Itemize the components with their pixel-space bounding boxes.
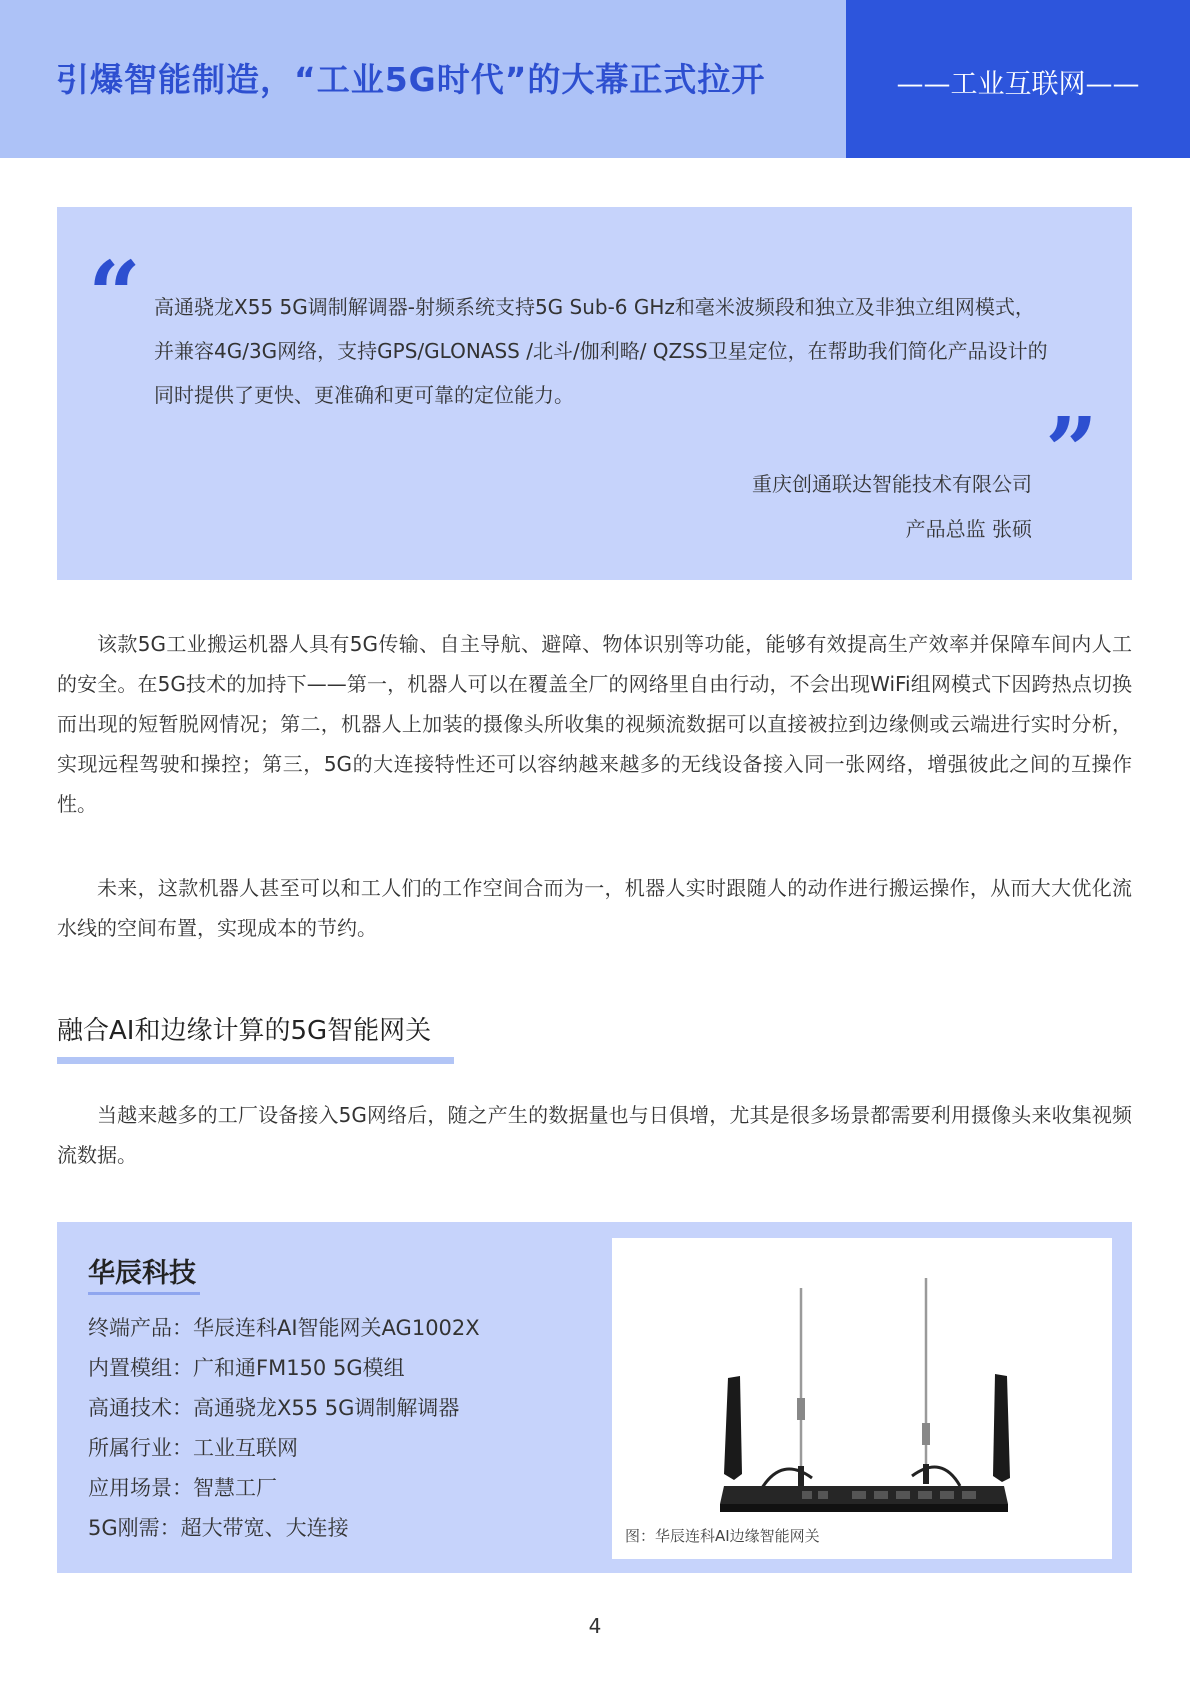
quote-text: 高通骁龙X55 5G调制解调器-射频系统支持5G Sub-6 GHz和毫米波频段和独立及非独立组网模式，并兼容4G/3G网络，支持GPS/GLONASS /北斗/伽利略/ QZSS卫星定位，在帮助我们简化产品设计的同时提供了更快、更准确和更可靠的定位能力。 — [154, 295, 1048, 407]
quote-person: 产品总监 张硕 — [905, 517, 1032, 541]
section-banner — [846, 0, 1190, 158]
info-item: 5G刚需：超大带宽、大连接 — [88, 1516, 349, 1540]
card-title-underline — [88, 1292, 200, 1295]
page-number: 4 — [588, 1614, 602, 1638]
info-item: 终端产品：华辰连科AI智能网关AG1002X — [88, 1316, 480, 1340]
body-paragraph-3: 当越来越多的工厂设备接入5G网络后，随之产生的数据量也与日俱增，尤其是很多场景都需要利用摄像头来收集视频流数据。 — [57, 1103, 1132, 1167]
antenna-left-tall — [797, 1288, 805, 1486]
close-quote-icon: ” — [1045, 397, 1098, 505]
section-subheading: 融合AI和边缘计算的5G智能网关 — [57, 1016, 432, 1046]
antenna-right-tall — [922, 1278, 930, 1484]
product-info-list — [88, 1308, 480, 1548]
page-title: 引爆智能制造，“工业5G时代”的大幕正式拉开 — [56, 60, 766, 99]
card-company: 华辰科技 — [88, 1258, 196, 1289]
product-card — [57, 1222, 1132, 1573]
gateway-photo — [612, 1238, 1112, 1559]
header-banner — [0, 0, 846, 158]
quote-company: 重庆创通联达智能技术有限公司 — [752, 472, 1032, 496]
body-paragraph-1: 该款5G工业搬运机器人具有5G传输、自主导航、避障、物体识别等功能，能够有效提高生产效率并保障车间内人工的安全。在5G技术的加持下——第一，机器人可以在覆盖全厂的网络里自由行动，不会出现WiFi组网模式下因跨热点切换而出现的短暂脱网情况；第二，机器人上加装的摄像头所收集的视频流数据可以直接被拉到边缘侧或云端进行实时分析，实现远程驾驶和操控；第三，5G的大连接特性还可以容纳越来越多的无线设备接入同一张网络，增强彼此之间的互操作性。 — [57, 632, 1132, 816]
info-item: 所属行业：工业互联网 — [88, 1436, 298, 1460]
quote-box — [57, 207, 1132, 580]
info-item: 应用场景：智慧工厂 — [88, 1476, 277, 1500]
photo-caption: 图：华辰连科AI边缘智能网关 — [625, 1527, 820, 1545]
info-item: 高通技术：高通骁龙X55 5G调制解调器 — [88, 1396, 460, 1420]
info-item: 内置模组：广和通FM150 5G模组 — [88, 1356, 405, 1380]
router-illustration — [612, 1238, 1112, 1559]
section-label: ——工业互联网—— — [896, 69, 1140, 100]
subheading-underline — [57, 1057, 454, 1064]
body-paragraph-2: 未来，这款机器人甚至可以和工人们的工作空间合而为一，机器人实时跟随人的动作进行搬运操作，从而大大优化流水线的空间布置，实现成本的节约。 — [57, 876, 1132, 940]
open-quote-icon: “ — [88, 241, 141, 349]
